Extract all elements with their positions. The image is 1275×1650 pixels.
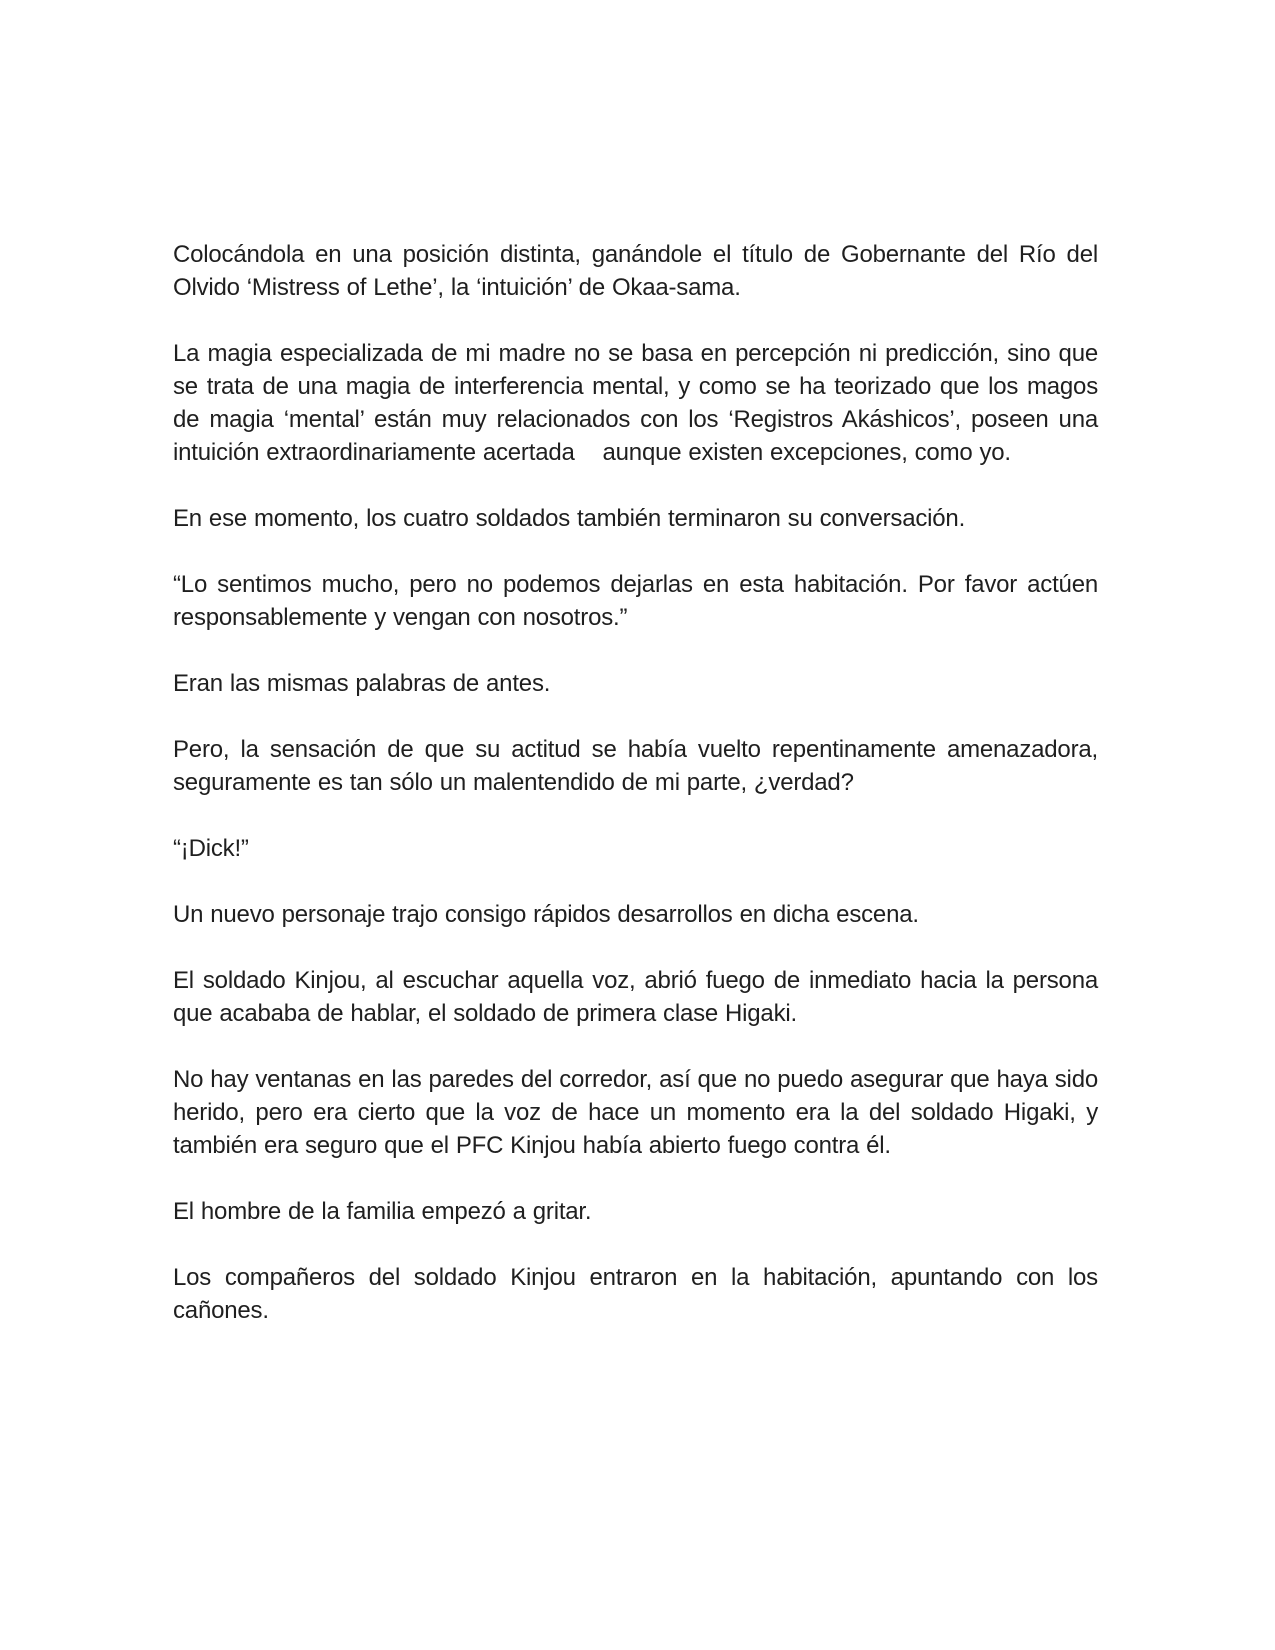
- paragraph: Eran las mismas palabras de antes.: [173, 670, 551, 697]
- paragraph: Los compañeros del soldado Kinjou entraron en la habitación, apuntando con los cañones.: [173, 1264, 1098, 1324]
- paragraph: Un nuevo personaje trajo consigo rápidos desarrollos en dicha escena.: [173, 901, 919, 928]
- paragraph: No hay ventanas en las paredes del corredor, así que no puedo asegurar que haya sido herido, pero era cierto que la voz de hace un momento era la del soldado Higaki, y también era seguro que el PFC Kinjou había abierto fuego contra él.: [173, 1066, 1098, 1159]
- paragraph: Pero, la sensación de que su actitud se había vuelto repentinamente amenazadora, seguramente es tan sólo un malentendido de mi parte, ¿verdad?: [173, 736, 1098, 796]
- paragraph: Colocándola en una posición distinta, ganándole el título de Gobernante del Río del Olvido ‘Mistress of Lethe’, la ‘intuición’ de Okaa-sama.: [173, 241, 1098, 301]
- paragraph: El soldado Kinjou, al escuchar aquella voz, abrió fuego de inmediato hacia la persona que acababa de hablar, el soldado de primera clase Higaki.: [173, 967, 1098, 1027]
- paragraph: El hombre de la familia empezó a gritar.: [173, 1198, 592, 1225]
- paragraph: “¡Dick!”: [173, 835, 249, 862]
- paragraph: En ese momento, los cuatro soldados también terminaron su conversación.: [173, 505, 966, 532]
- text-content: [173, 238, 1098, 1327]
- paragraph: “Lo sentimos mucho, pero no podemos dejarlas en esta habitación. Por favor actúen responsablemente y vengan con nosotros.”: [173, 571, 1098, 631]
- paragraph: La magia especializada de mi madre no se basa en percepción ni predicción, sino que se trata de una magia de interferencia mental, y como se ha teorizado que los magos de magia ‘mental’ están muy relacionados con los ‘Registros Akáshicos’, poseen una intuición extraordinariamente acertada aunque existen excepciones, como yo.: [173, 340, 1098, 466]
